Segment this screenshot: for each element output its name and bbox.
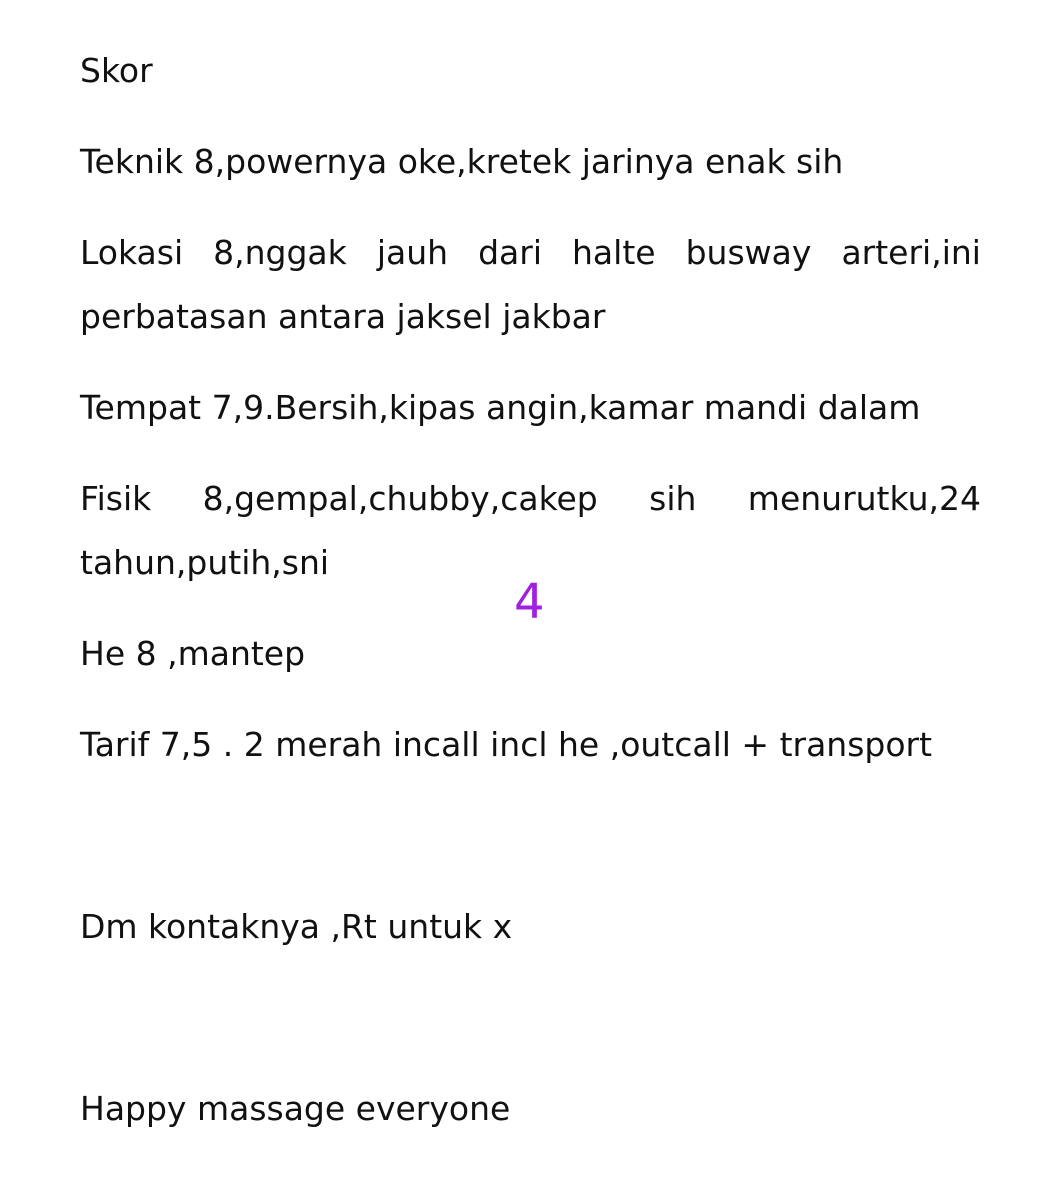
- paragraph-lokasi-line-2: perbatasan antara jaksel jakbar: [80, 297, 606, 336]
- justified-word: Fisik: [80, 479, 152, 518]
- paragraph-tempat: Tempat 7,9.Bersih,kipas angin,kamar mandi dalam: [80, 388, 921, 427]
- justified-word: 8,gempal,chubby,cakep: [202, 479, 598, 518]
- justified-word: 8,nggak: [213, 233, 347, 272]
- paragraph-lokasi-line-1: [80, 221, 981, 285]
- paragraph-fisik-line-1: [80, 467, 981, 531]
- justified-word: sih: [649, 479, 697, 518]
- paragraph-lokasi: [80, 221, 981, 349]
- paragraph-teknik: Teknik 8,powernya oke,kretek jarinya enak sih: [80, 142, 844, 181]
- justified-word: dari: [478, 233, 542, 272]
- justified-word: jauh: [376, 233, 449, 272]
- doc-title: Skor: [80, 51, 153, 90]
- justified-word: Lokasi: [80, 233, 184, 272]
- paragraph-closing: Happy massage everyone: [80, 1089, 511, 1128]
- justified-word: arteri,ini: [841, 233, 981, 272]
- paragraph-tarif: Tarif 7,5 . 2 merah incall incl he ,outcall + transport: [80, 725, 933, 764]
- justified-word: menurutku,24: [747, 479, 981, 518]
- justified-word: halte: [572, 233, 656, 272]
- justified-word: busway: [685, 233, 812, 272]
- page-number: 4: [514, 574, 545, 630]
- paragraph-he: He 8 ,mantep: [80, 634, 306, 673]
- paragraph-fisik-line-2: tahun,putih,sni: [80, 543, 330, 582]
- paragraph-dm: Dm kontaknya ,Rt untuk x: [80, 907, 513, 946]
